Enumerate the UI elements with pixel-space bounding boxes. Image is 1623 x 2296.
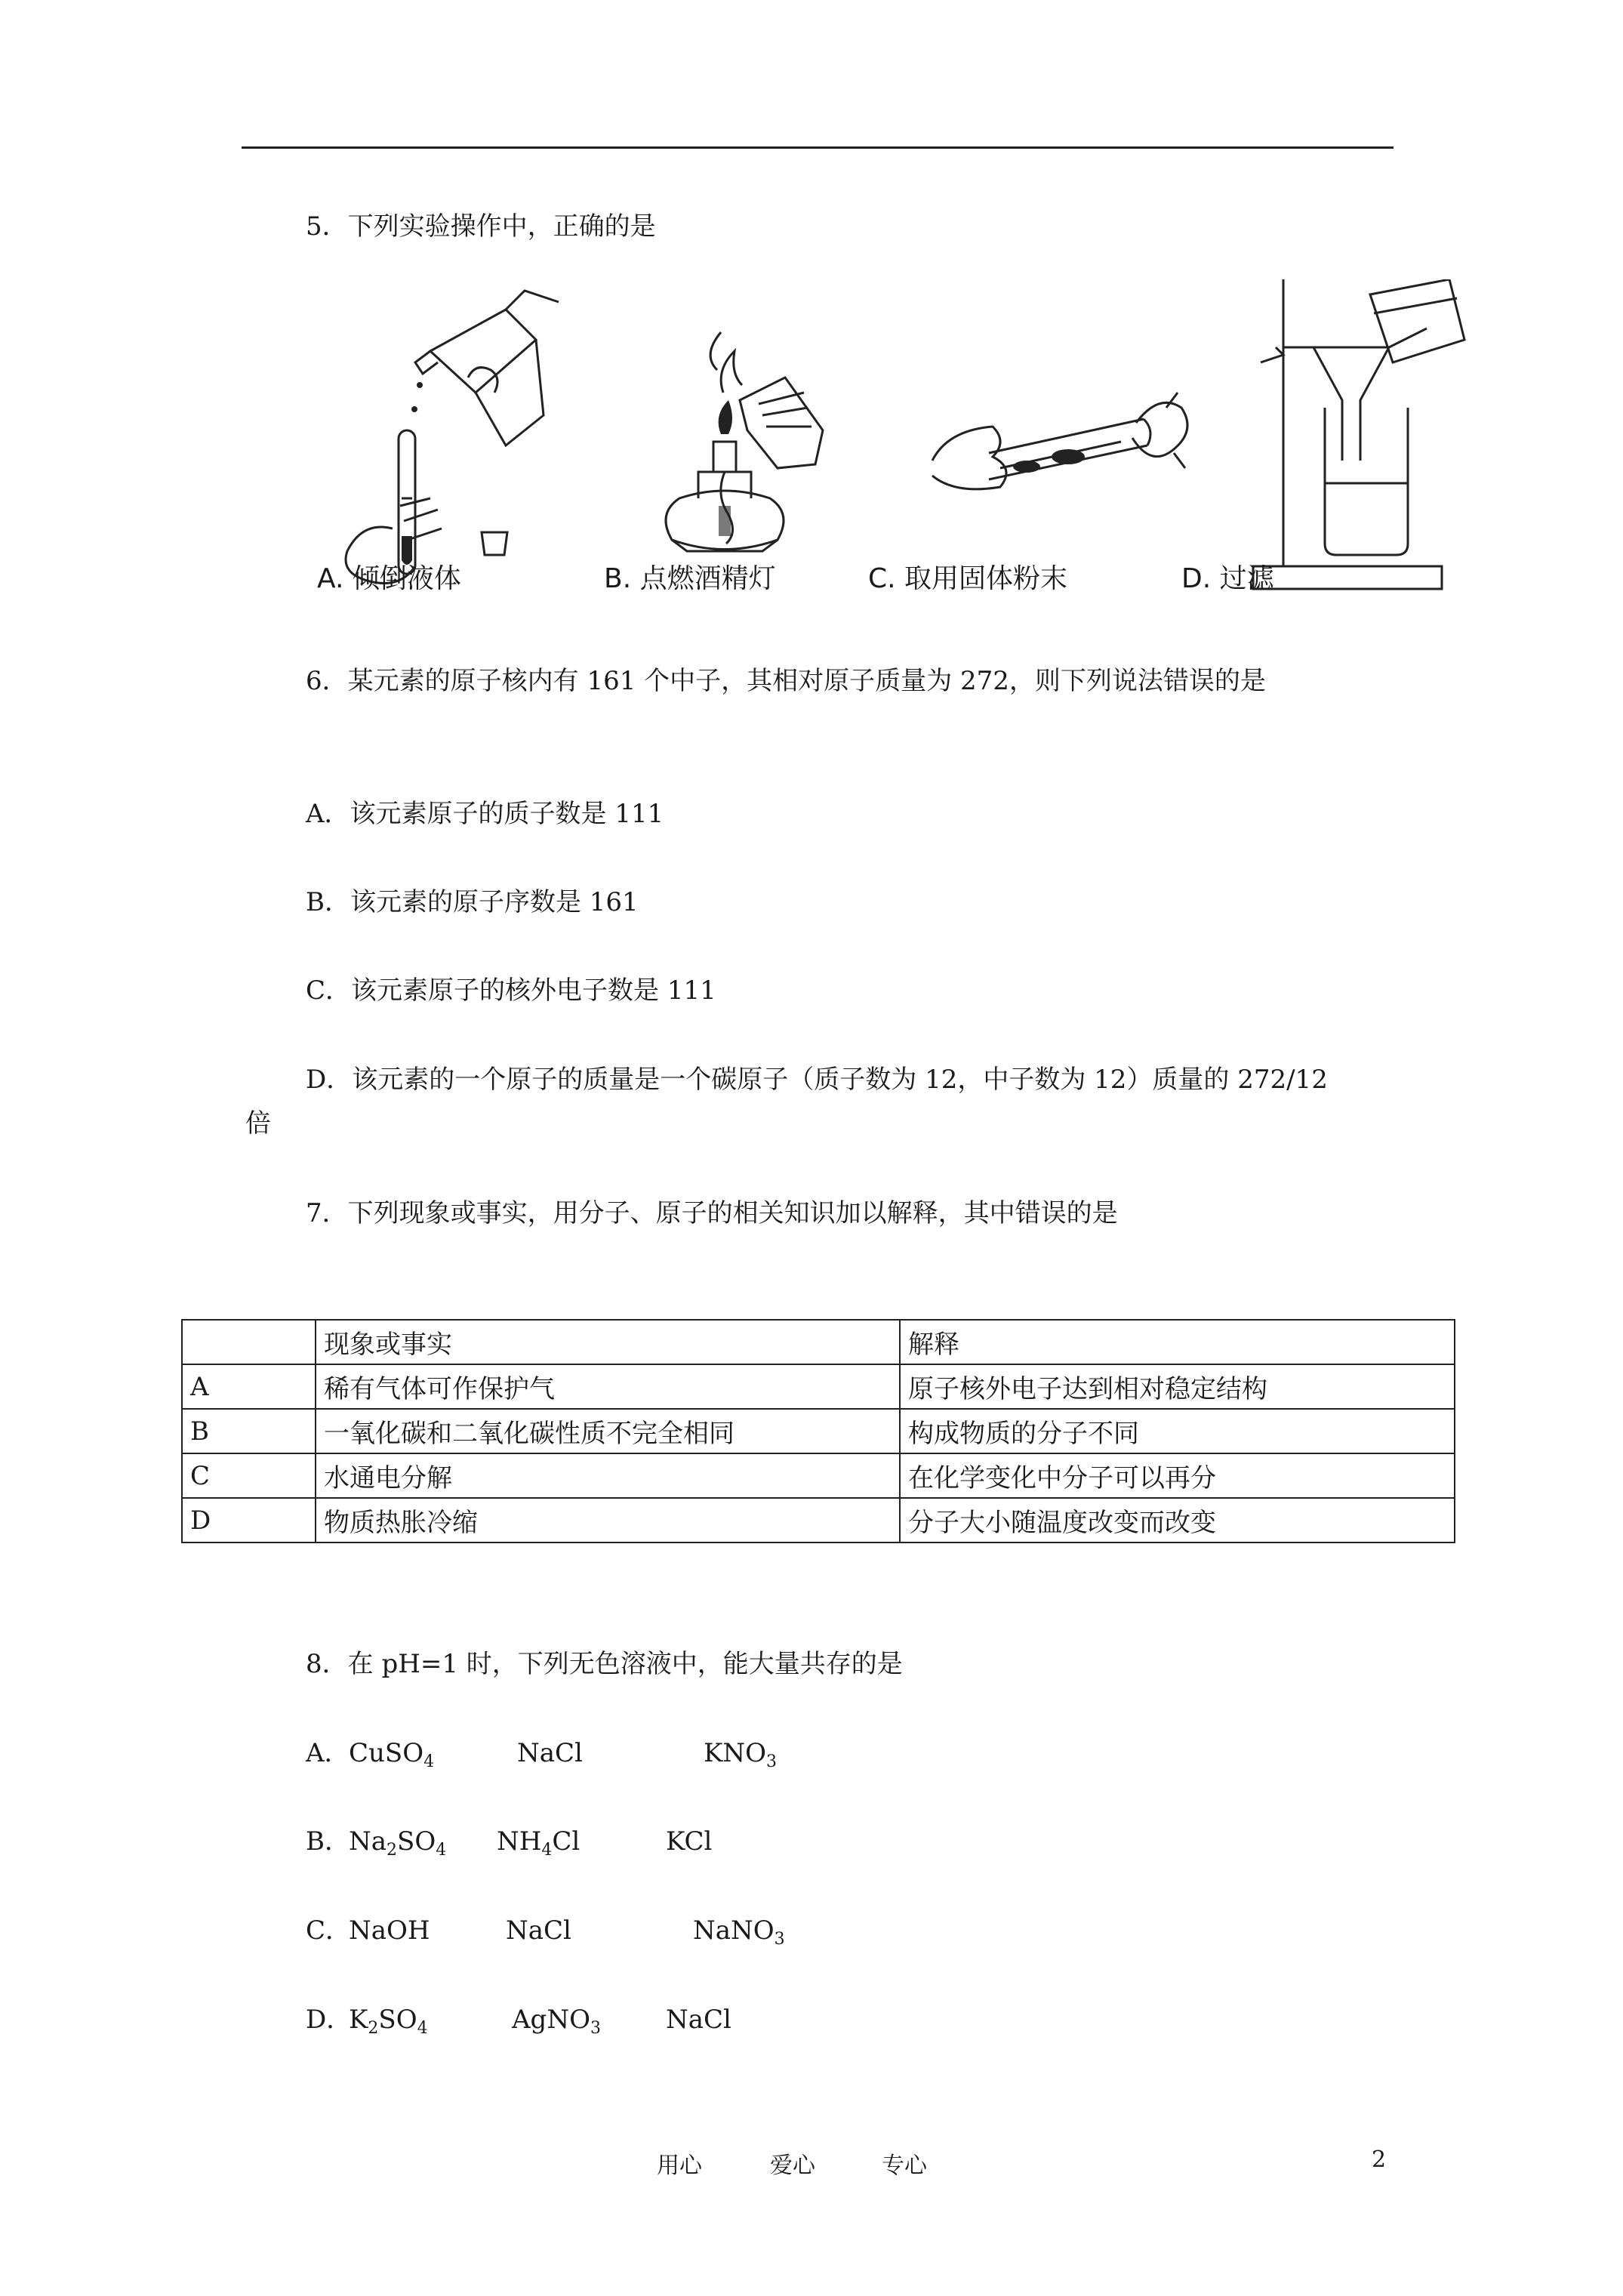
question-6-stem: 6．某元素的原子核内有 161 个中子，其相对原子质量为 272，则下列说法错误的是 xyxy=(306,666,1266,696)
formula: NaCl xyxy=(666,2005,731,2035)
question-8-option-b xyxy=(306,1825,713,1860)
page-number: 2 xyxy=(1372,2147,1387,2173)
table-cell: 在化学变化中分子可以再分 xyxy=(900,1453,1455,1498)
table-cell: C xyxy=(182,1453,316,1498)
option-label: B． xyxy=(306,1826,350,1857)
formula: NaNO$_3$ xyxy=(693,1915,785,1949)
question-7-table xyxy=(181,1319,1455,1543)
table-row xyxy=(182,1409,1455,1453)
table-cell: 水通电分解 xyxy=(316,1453,900,1498)
question-6-option-d-wrap: 倍 xyxy=(245,1108,271,1139)
question-8-stem: 8．在 pH=1 时，下列无色溶液中，能大量共存的是 xyxy=(306,1649,903,1679)
table-cell: A xyxy=(182,1364,316,1409)
table-header-row xyxy=(182,1320,1455,1364)
taking-solid-powder-illustration xyxy=(917,279,1204,596)
table-cell: 原子核外电子达到相对稳定结构 xyxy=(900,1364,1455,1409)
formula: KCl xyxy=(666,1826,713,1857)
table-header-cell: 现象或事实 xyxy=(316,1320,900,1364)
option-label: D． xyxy=(306,2005,353,2035)
formula: NaCl xyxy=(517,1738,583,1768)
footer-word: 专心 xyxy=(882,2153,927,2179)
figure-caption-b: B. 点燃酒精灯 xyxy=(604,563,776,594)
question-5-stem: 5．下列实验操作中，正确的是 xyxy=(306,211,656,242)
question-8-option-d xyxy=(306,2003,731,2038)
table-cell: 一氧化碳和二氧化碳性质不完全相同 xyxy=(316,1409,900,1453)
question-8-option-a xyxy=(306,1737,778,1771)
formula: NaOH xyxy=(349,1915,430,1946)
formula: $NH_4Cl$ xyxy=(497,1826,581,1860)
figure-caption-d: D. 过滤 xyxy=(1181,563,1274,594)
question-7-stem: 7．下列现象或事实，用分子、原子的相关知识加以解释，其中错误的是 xyxy=(306,1198,1118,1228)
footer-word: 爱心 xyxy=(770,2153,815,2179)
formula: $KNO_3$ xyxy=(704,1738,778,1771)
table-cell: 物质热胀冷缩 xyxy=(316,1498,900,1542)
formula: NaCl xyxy=(506,1915,571,1946)
formula: $K_2SO_4$ xyxy=(349,2005,428,2038)
table-cell: B xyxy=(182,1409,316,1453)
figure-caption-c: C. 取用固体粉末 xyxy=(868,563,1068,594)
question-6-option-a: A．该元素原子的质子数是 111 xyxy=(306,799,664,829)
option-label: A． xyxy=(306,1738,350,1768)
filtration-illustration xyxy=(1238,279,1480,596)
table-row xyxy=(182,1453,1455,1498)
footer-word: 用心 xyxy=(657,2153,702,2179)
lighting-alcohol-lamp-illustration xyxy=(627,279,845,596)
question-6-option-d: D．该元素的一个原子的质量是一个碳原子（质子数为 12，中子数为 12）质量的 272/12 xyxy=(306,1065,1328,1095)
question-8-option-c xyxy=(306,1914,785,1949)
table-cell: 分子大小随温度改变而改变 xyxy=(900,1498,1455,1542)
table-cell: D xyxy=(182,1498,316,1542)
formula: AgNO$_3$ xyxy=(512,2005,601,2038)
figure-caption-a: A. 倾倒液体 xyxy=(317,563,461,594)
option-label: C． xyxy=(306,1915,352,1946)
table-cell: 稀有气体可作保护气 xyxy=(316,1364,900,1409)
table-header-cell xyxy=(182,1320,316,1364)
table-header-cell: 解释 xyxy=(900,1320,1455,1364)
question-6-option-b: B．该元素的原子序数是 161 xyxy=(306,887,639,917)
header-rule xyxy=(242,146,1394,149)
pouring-liquid-illustration xyxy=(317,279,574,596)
formula: CuSO$_4$ xyxy=(349,1738,435,1771)
table-row xyxy=(182,1364,1455,1409)
question-6-option-c: C．该元素原子的核外电子数是 111 xyxy=(306,975,716,1006)
table-row xyxy=(182,1498,1455,1542)
formula: $Na_2SO_4$ xyxy=(349,1826,447,1860)
table-cell: 构成物质的分子不同 xyxy=(900,1409,1455,1453)
